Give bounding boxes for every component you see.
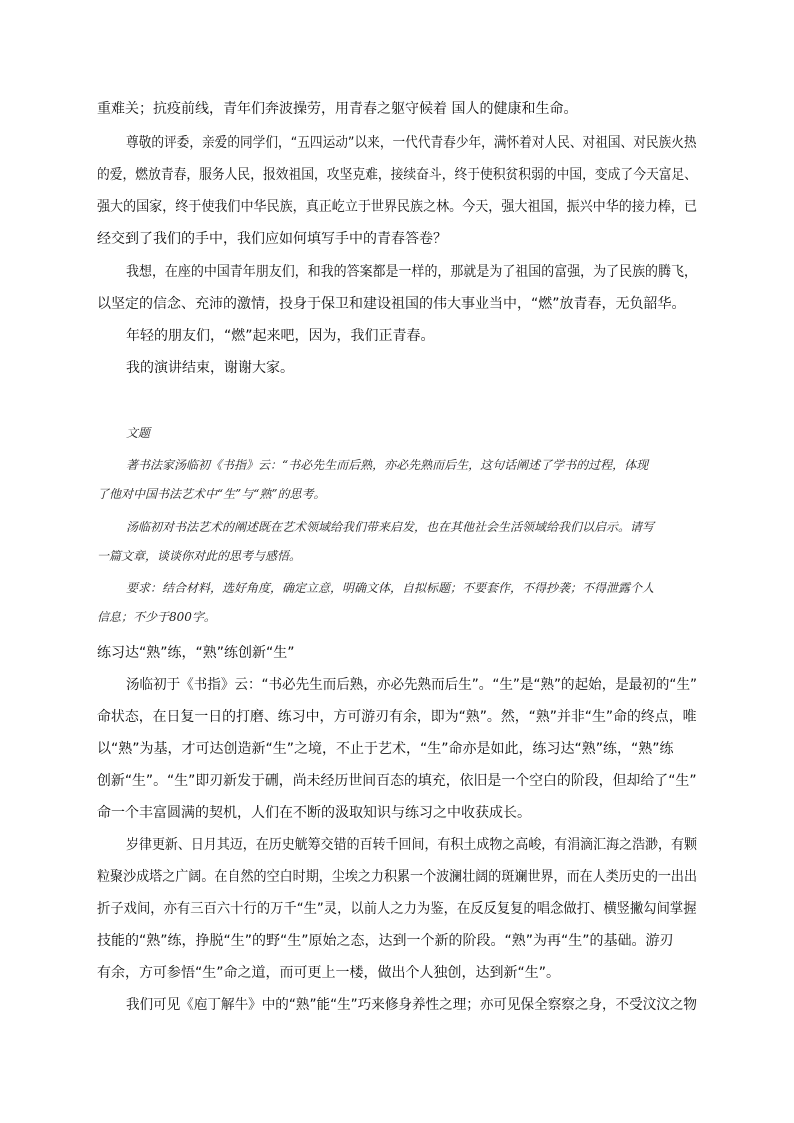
essay-title: 练习达“熟”练，“熟”练创新“生” [97,645,295,661]
essay-line: 汤临初于《书指》云：“书必先生而后熟，亦必先熟而后生”。“生”是“熟”的起始，是最初的“生” [126,677,698,693]
essay-line: 岁律更新、日月其迈，在历史觥筹交错的百转千回间，有积土成物之高峻，有涓滴汇海之浩渺，有颗 [126,837,697,853]
speech-line: 年轻的朋友们，“燃”起来吧，因为，我们正青春。 [126,328,435,344]
speech-line: 我的演讲结束，谢谢大家。 [126,360,294,376]
essay-line: 命一个丰富圆满的契机，人们在不断的汲取知识与练习之中收获成长。 [97,805,531,821]
essay-line: 我们可见《庖丁解牛》中的“熟”能“生”巧来修身养性之理；亦可见保全察察之身，不受汶汶之物 [126,997,697,1013]
essay-line: 以“熟”为基，才可达创造新“生”之境，不止于艺术，“生”命亦是如此，练习达“熟”练，“熟”练 [97,741,674,757]
speech-line: 以坚定的信念、充沛的激情，投身于保卫和建设祖国的伟大事业当中，“燃”放青春，无负韶华。 [97,296,686,312]
prompt-line: 汤临初对书法艺术的阐述既在艺术领域给我们带来启发，也在其他社会生活领域给我们以启示。请写 [126,520,655,534]
prompt-line: 著书法家汤临初《书指》云：“书必先生而后熟，亦必先熟而后生，这句话阐述了学书的过程，体现 [126,458,649,472]
speech-line: 经交到了我们的手中，我们应如何填写手中的青春答卷？ [97,231,447,247]
prompt-line: 信息；不少于800字。 [97,610,216,624]
essay-line: 创新“生”。“生”即刃新发于硎，尚未经历世间百态的填充，依旧是一个空白的阶段，但却给了“生” [97,773,697,789]
speech-line: 重难关；抗疫前线，青年们奔波操劳，用青春之躯守候着 国人的健康和生命。 [97,101,578,117]
prompt-line: 一篇文章，谈谈你对此的思考与感悟。 [97,549,302,563]
essay-line: 技能的“熟”练，挣脱“生”的野“生”原始之态，达到一个新的阶段。“熟”为再“生”的基础。游刃 [97,933,674,949]
speech-line: 强大的国家，终于使我们中华民族，真正屹立于世界民族之林。今天，强大祖国，振兴中华的接力棒，已 [97,199,698,215]
prompt-heading: 文题 [126,426,151,440]
prompt-line: 了他对中国书法艺术中“生”与“熟”的思考。 [97,487,326,501]
essay-line: 命状态，在日复一日的打磨、练习中，方可游刃有余，即为“熟”。然，“熟”并非“生”命的终点，唯 [97,709,697,725]
essay-line: 粒聚沙成塔之广阔。在自然的空白时期，尘埃之力积累一个波澜壮阔的斑斓世界，而在人类历史的一出出 [97,869,698,885]
speech-line: 尊敬的评委，亲爱的同学们，“五四运动”以来，一代代青春少年，满怀着对人民、对祖国、对民族火热 [126,135,697,151]
speech-line: 我想，在座的中国青年朋友们，和我的答案都是一样的，那就是为了祖国的富强，为了民族的腾飞， [126,264,697,280]
essay-line: 折子戏间，亦有三百六十行的万千“生”灵，以前人之力为鉴，在反反复复的唱念做打、横竖撇勾间掌握 [97,901,697,917]
prompt-line: 要求：结合材料，选好角度，确定立意，明确文体，自拟标题；不要套作，不得抄袭；不得泄露个人 [126,581,655,595]
speech-line: 的爱，燃放青春，服务人民，报效祖国，攻坚克难，接续奋斗，终于使积贫积弱的中国，变成了今天富足、 [97,167,698,183]
essay-line: 有余，方可参悟“生”命之道，而可更上一楼，做出个人独创，达到新“生”。 [97,965,561,981]
